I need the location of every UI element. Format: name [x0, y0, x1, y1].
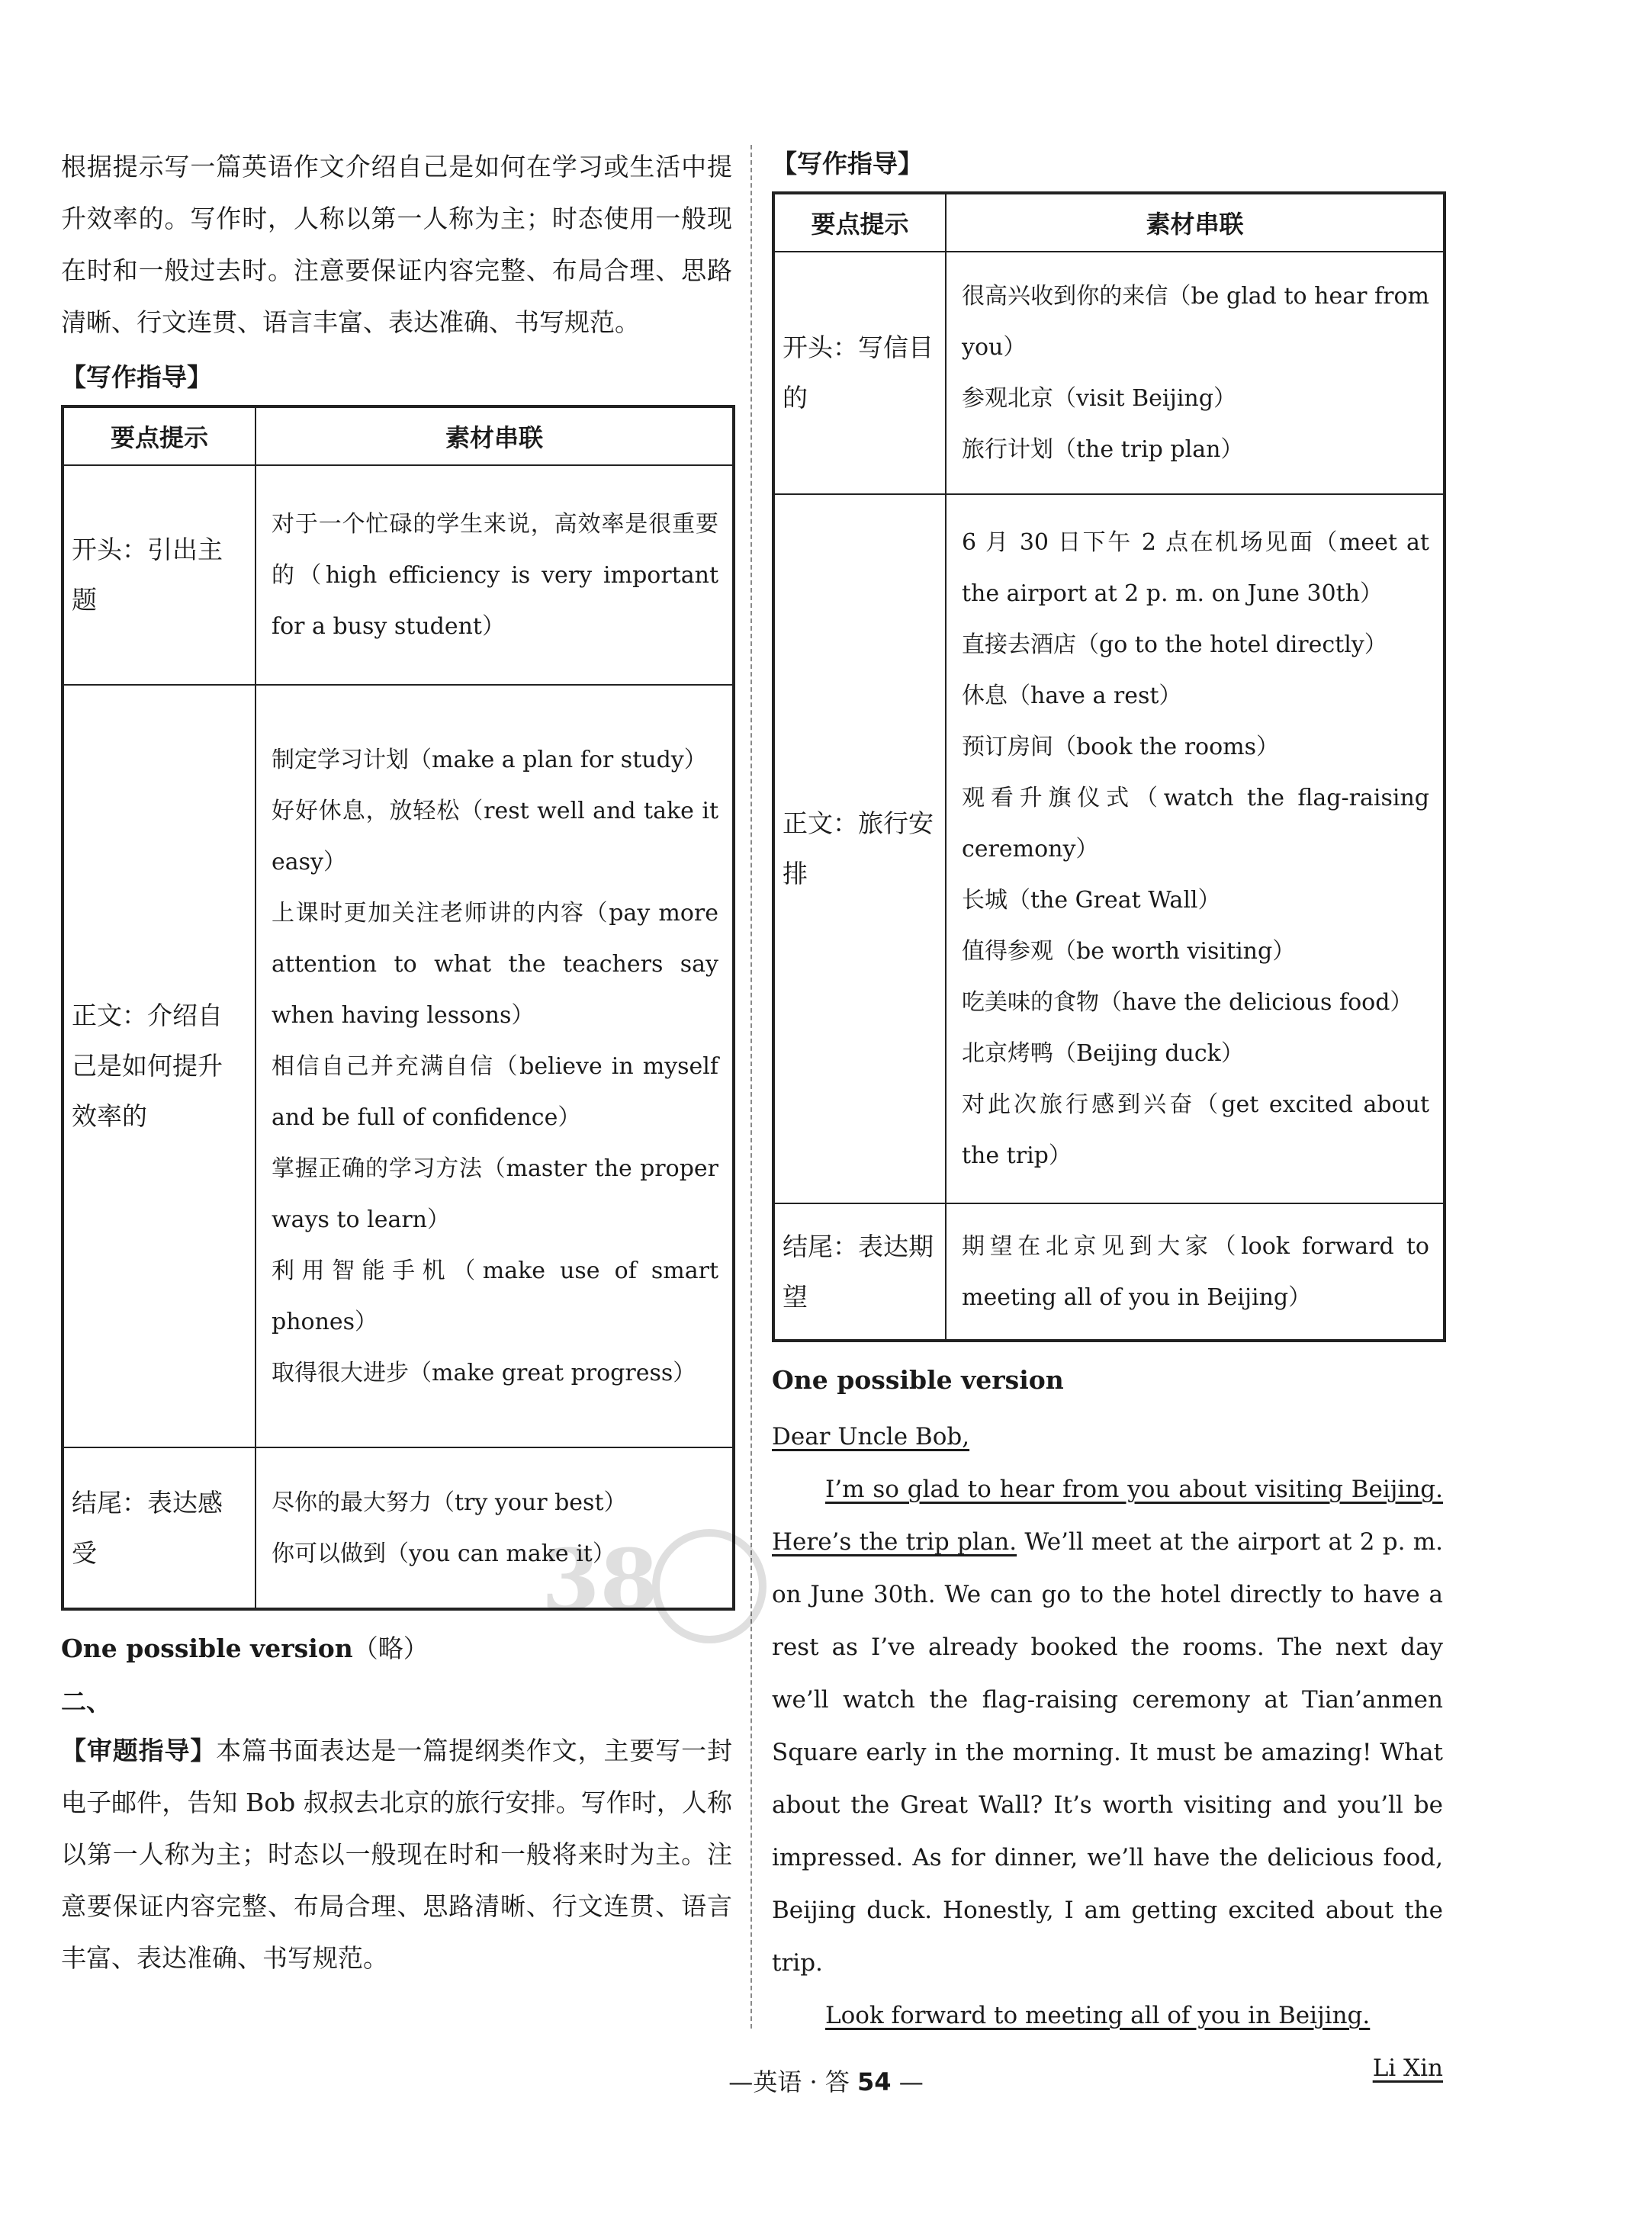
page-footer [0, 2063, 1652, 2098]
material-line: 预订房间（book the rooms） [962, 733, 1280, 760]
material-line: 掌握正确的学习方法（master the proper ways to learn） [272, 1155, 718, 1233]
material-line: 休息（have a rest） [962, 682, 1182, 709]
version-title: One possible version（略） [61, 1634, 429, 1663]
material-line: 你可以做到（you can make it） [272, 1540, 615, 1567]
material-line: 期望在北京见到大家（look forward to meeting all of you in Beijing） [962, 1232, 1429, 1311]
table-row [773, 494, 1445, 1203]
table-header-val: 素材串联 [946, 193, 1445, 252]
row-val [256, 1447, 734, 1609]
row-key: 结尾：表达感受 [63, 1447, 256, 1609]
material-line: 参观北京（visit Beijing） [962, 385, 1236, 412]
part-two-title: 二、 [61, 1687, 111, 1717]
material-line: 6 月 30 日下午 2 点在机场见面（meet at the airport at 2 p. m. on June 30th） [962, 528, 1429, 607]
review-guide [61, 1725, 732, 1984]
row-key: 结尾：表达期望 [773, 1203, 946, 1341]
svg-text:38: 38 [542, 1531, 659, 1629]
column-divider [750, 145, 752, 2029]
table-header-key: 要点提示 [63, 406, 256, 465]
material-line: 尽你的最大努力（try your best） [272, 1489, 627, 1516]
material-line: 吃美味的食物（have the delicious food） [962, 988, 1413, 1016]
table-row [63, 1447, 734, 1609]
footer-label: —英语 · 答 [728, 2067, 850, 2096]
writing-guide-title: 【写作指导】 [772, 149, 923, 178]
closing: Look forward to meeting all of you in Beijing. [825, 2002, 1371, 2029]
row-val [256, 685, 734, 1447]
material-line: 上课时更加关注老师讲的内容（pay more attention to what the teachers say when having lessons） [272, 899, 718, 1029]
material-line: 北京烤鸭（Beijing duck） [962, 1039, 1244, 1067]
table-header-key: 要点提示 [773, 193, 946, 252]
row-key: 开头：引出主题 [63, 465, 256, 685]
row-key: 正文：介绍自己是如何提升效率的 [63, 685, 256, 1447]
material-line: 旅行计划（the trip plan） [962, 436, 1244, 463]
right-column [772, 141, 1443, 2095]
writing-guide-table [61, 405, 735, 1611]
row-key: 正文：旅行安排 [773, 494, 946, 1203]
table-row [773, 252, 1445, 494]
row-val [946, 1203, 1445, 1341]
signature: Li Xin [1372, 2054, 1443, 2082]
row-val [946, 252, 1445, 494]
row-val [946, 494, 1445, 1203]
row-val [256, 465, 734, 685]
table-row [773, 1203, 1445, 1341]
material-line: 值得参观（be worth visiting） [962, 937, 1296, 965]
table-header-val: 素材串联 [256, 406, 734, 465]
material-line: 对于一个忙碌的学生来说，高效率是很重要的（high efficiency is very important for a busy student） [272, 510, 718, 640]
material-line: 好好休息，放轻松（rest well and take it easy） [272, 797, 718, 875]
material-line: 观看升旗仪式（watch the flag-raising ceremony） [962, 784, 1429, 863]
material-line: 很高兴收到你的来信（be glad to hear from you） [962, 283, 1429, 361]
writing-guide-title: 【写作指导】 [61, 362, 212, 392]
version-title: One possible version [772, 1365, 1064, 1395]
task-intro: 根据提示写一篇英语作文介绍自己是如何在学习或生活中提升效率的。写作时，人称以第一人称为主；时态使用一般现在时和一般过去时。注意要保证内容完整、布局合理、思路清晰、行文连贯、语言丰富、表达准确、书写规范。 [61, 152, 732, 337]
footer-tail: — [898, 2067, 924, 2096]
material-line: 制定学习计划（make a plan for study） [272, 746, 707, 773]
essay-underlined-2: Here’s the trip plan. [772, 1528, 1017, 1556]
left-column [61, 141, 732, 1984]
page-number: 54 [857, 2067, 892, 2096]
table-row [63, 465, 734, 685]
material-line: 相信自己并充满自信（believe in myself and be full of confidence） [272, 1052, 718, 1131]
material-line: 取得很大进步（make great progress） [272, 1359, 696, 1386]
writing-guide-table [772, 191, 1446, 1342]
essay-underlined-1: I’m so glad to hear from you about visiting Beijing. [825, 1476, 1443, 1503]
essay-text: We’ll meet at the airport at 2 p. m. on June 30th. We can go to the hotel directly to have a rest as I’ve already booked the rooms. The next day we’ll watch the flag-raising ceremony at Tian’anmen Square early in the morning. It must be amazing! What about the Great Wall? It’s worth visiting and you’ll be impressed. As for dinner, we’ll have the delicious food, Beijing duck. Honestly, I am getting excited about the trip. [772, 1528, 1443, 1977]
table-row [63, 685, 734, 1447]
material-line: 对此次旅行感到兴奋（get excited about the trip） [962, 1091, 1429, 1169]
essay-body [772, 1463, 1443, 1990]
material-line: 直接去酒店（go to the hotel directly） [962, 631, 1387, 658]
review-text: 本篇书面表达是一篇提纲类作文，主要写一封电子邮件，告知 Bob 叔叔去北京的旅行安排。写作时，人称以第一人称为主；时态以一般现在时和一般将来时为主。注意要保证内容完整、布局合理、思路清晰、行文连贯、语言丰富、表达准确、书写规范。 [61, 1736, 733, 1973]
salutation: Dear Uncle Bob, [772, 1423, 970, 1450]
material-line: 长城（the Great Wall） [962, 886, 1221, 914]
review-label: 【审题指导】 [61, 1736, 217, 1765]
row-key: 开头：写信目的 [773, 252, 946, 494]
material-line: 利用智能手机（make use of smart phones） [272, 1257, 718, 1335]
